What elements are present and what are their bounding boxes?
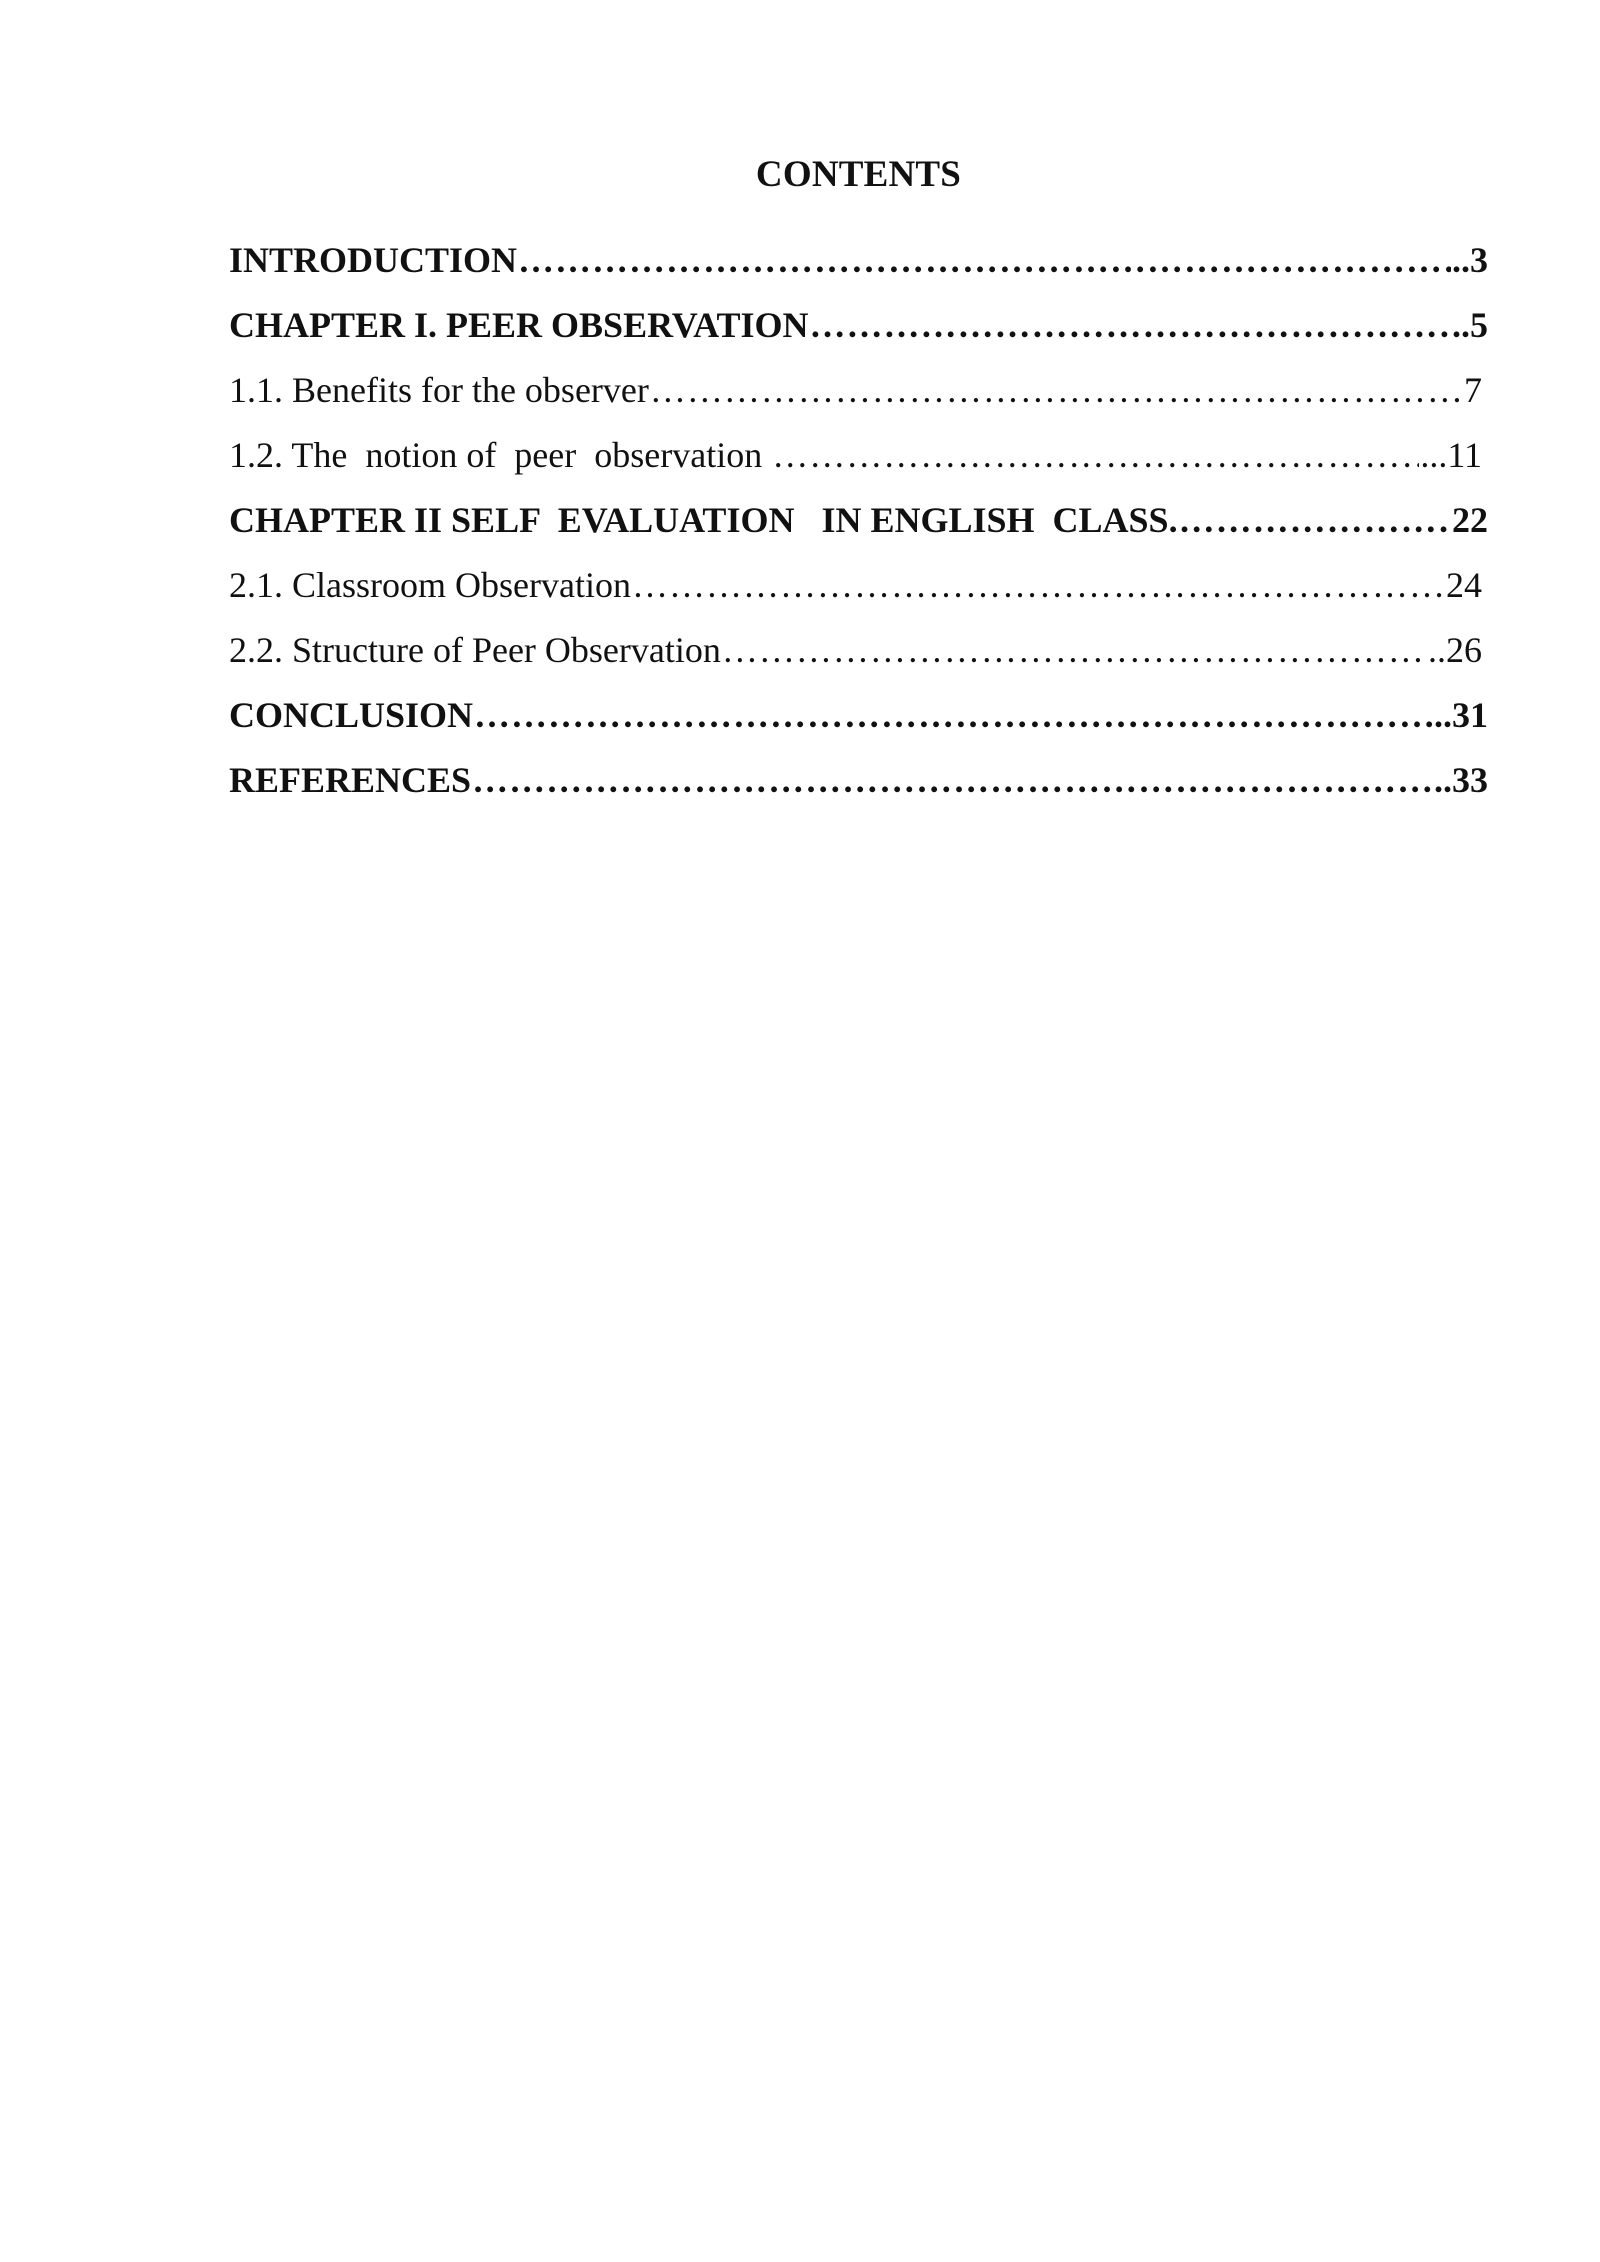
- dot-leader: [650, 369, 1463, 411]
- toc-entry-section-1-2[interactable]: [229, 422, 1488, 487]
- toc-page-number: 22: [1452, 499, 1488, 540]
- toc-entry-label: CHAPTER I. PEER OBSERVATION: [229, 304, 809, 345]
- toc-entry-section-1-1[interactable]: [229, 357, 1488, 422]
- dot-leader: [474, 694, 1433, 736]
- toc-entry-section-2-2[interactable]: [229, 617, 1488, 682]
- toc-entry-label: 1.1. Benefits for the observer: [229, 369, 649, 410]
- toc-entry-chapter-2[interactable]: [229, 487, 1488, 552]
- toc-page-number: ..31: [1434, 694, 1488, 735]
- toc-page-number: ..26: [1428, 629, 1482, 670]
- toc-page-number: 7: [1464, 369, 1482, 410]
- dot-leader: [1179, 499, 1451, 541]
- dot-leader: [518, 239, 1451, 281]
- toc-entry-references[interactable]: [229, 747, 1488, 812]
- toc-page-number: ..3: [1452, 239, 1488, 280]
- toc-entry-conclusion[interactable]: [229, 682, 1488, 747]
- toc-page-number: ..33: [1434, 759, 1488, 800]
- toc-page-number: 24: [1446, 564, 1482, 605]
- toc-entry-label: REFERENCES: [229, 759, 472, 800]
- toc-entry-label: CONCLUSION: [229, 694, 474, 735]
- dot-leader: [722, 629, 1427, 671]
- table-of-contents: [229, 227, 1488, 812]
- toc-entry-chapter-1[interactable]: [229, 292, 1488, 357]
- toc-entry-introduction[interactable]: [229, 227, 1488, 292]
- toc-page-number: ..5: [1452, 304, 1488, 345]
- toc-entry-label: INTRODUCTION: [229, 239, 518, 280]
- dot-leader: [472, 759, 1433, 801]
- dot-leader: [632, 564, 1445, 606]
- contents-title: CONTENTS: [755, 154, 962, 195]
- toc-entry-section-2-1[interactable]: [229, 552, 1488, 617]
- toc-entry-label: 2.2. Structure of Peer Observation: [229, 629, 721, 670]
- toc-page-number: ...11: [1420, 434, 1482, 475]
- toc-entry-label: 1.2. The notion of peer observation: [229, 434, 772, 475]
- dot-leader: [810, 304, 1451, 346]
- toc-entry-label: CHAPTER II SELF EVALUATION IN ENGLISH CLASS.: [229, 499, 1178, 540]
- dot-leader: [772, 434, 1419, 476]
- toc-entry-label: 2.1. Classroom Observation: [229, 564, 631, 605]
